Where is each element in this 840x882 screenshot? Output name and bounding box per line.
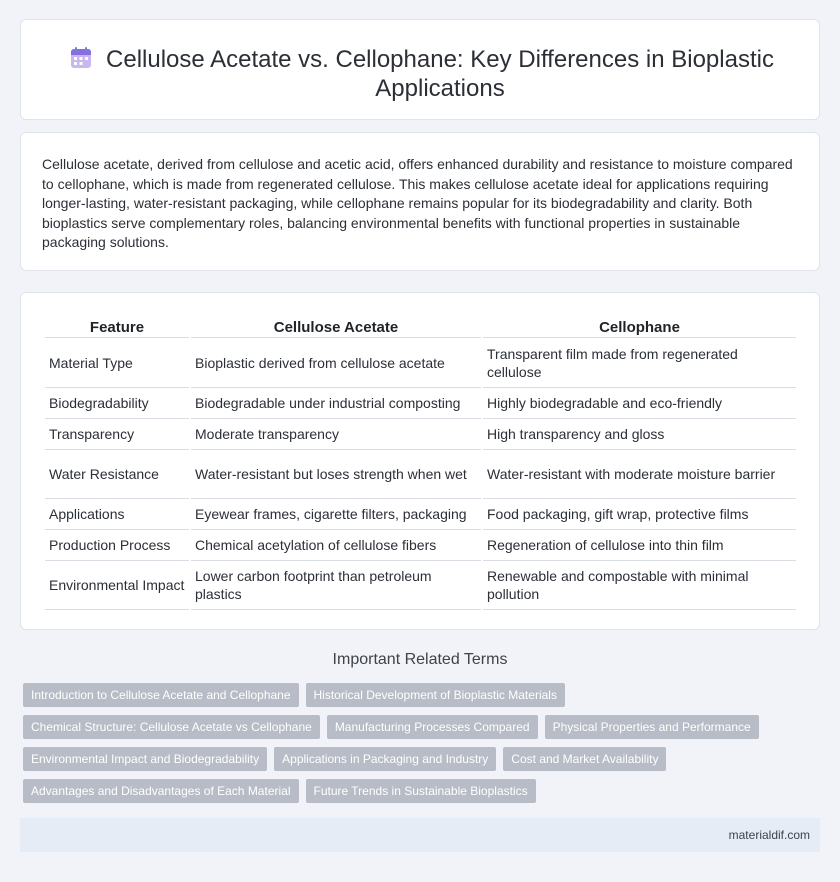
footer [20,818,820,852]
related-term-link[interactable]: Historical Development of Bioplastic Materials [306,683,565,707]
intro-card [20,132,820,271]
related-term-link[interactable]: Physical Properties and Performance [545,715,759,739]
acetate-cell: Water-resistant but loses strength when wet [191,450,481,499]
feature-cell: Water Resistance [45,450,189,499]
header-cellulose-acetate: Cellulose Acetate [191,313,481,338]
cellophane-cell: Regeneration of cellulose into thin film [483,530,796,561]
cellophane-cell: Highly biodegradable and eco-friendly [483,388,796,419]
acetate-cell: Moderate transparency [191,419,481,450]
title-card [20,19,820,120]
cellophane-cell: Water-resistant with moderate moisture barrier [483,450,796,499]
related-term-link[interactable]: Advantages and Disadvantages of Each Material [23,779,299,803]
intro-paragraph: Cellulose acetate, derived from cellulose and acetic acid, offers enhanced durability and resistance to moisture compared to cellophane, which is made from regenerated cellulose. This makes cellulose acetate ideal for applications requiring longer-lasting, water-resistant packaging, while cellophane remains popular for its biodegradability and clarity. Both bioplastics serve complementary roles, balancing environmental benefits with functional properties in sustainable packaging solutions. [42,156,793,251]
related-terms-list [23,683,823,811]
related-term-link[interactable]: Environmental Impact and Biodegradability [23,747,267,771]
table-row [45,419,796,450]
feature-cell: Biodegradability [45,388,189,419]
page-title: Cellulose Acetate vs. Cellophane: Key Differences in Bioplastic Applications [106,46,774,102]
table-row [45,530,796,561]
tag-row [23,747,823,771]
related-term-link[interactable]: Introduction to Cellulose Acetate and Cellophane [23,683,299,707]
related-term-link[interactable]: Chemical Structure: Cellulose Acetate vs Cellophane [23,715,320,739]
feature-cell: Applications [45,499,189,530]
tag-row [23,779,823,803]
comparison-card [20,292,820,630]
related-term-link[interactable]: Cost and Market Availability [503,747,666,771]
feature-cell: Production Process [45,530,189,561]
cellophane-cell: High transparency and gloss [483,419,796,450]
table-row [45,561,796,610]
footer-site-name: materialdif.com [728,828,810,842]
cellophane-cell: Renewable and compostable with minimal pollution [483,561,796,610]
comparison-table [43,313,798,610]
acetate-cell: Biodegradable under industrial composting [191,388,481,419]
table-row [45,499,796,530]
feature-cell: Environmental Impact [45,561,189,610]
table-header-row [45,313,796,338]
related-term-link[interactable]: Future Trends in Sustainable Bioplastics [306,779,536,803]
feature-cell: Transparency [45,419,189,450]
tag-row [23,715,823,739]
header-cellophane: Cellophane [483,313,796,338]
cellophane-cell: Transparent film made from regenerated cellulose [483,338,796,388]
related-term-link[interactable]: Manufacturing Processes Compared [327,715,538,739]
related-terms-heading: Important Related Terms [332,651,508,668]
tag-row [23,683,823,707]
acetate-cell: Bioplastic derived from cellulose acetate [191,338,481,388]
acetate-cell: Eyewear frames, cigarette filters, packaging [191,499,481,530]
feature-cell: Material Type [45,338,189,388]
table-row [45,388,796,419]
header-feature: Feature [45,313,189,338]
acetate-cell: Lower carbon footprint than petroleum plastics [191,561,481,610]
cellophane-cell: Food packaging, gift wrap, protective films [483,499,796,530]
table-row [45,450,796,499]
table-row [45,338,796,388]
acetate-cell: Chemical acetylation of cellulose fibers [191,530,481,561]
related-term-link[interactable]: Applications in Packaging and Industry [274,747,496,771]
